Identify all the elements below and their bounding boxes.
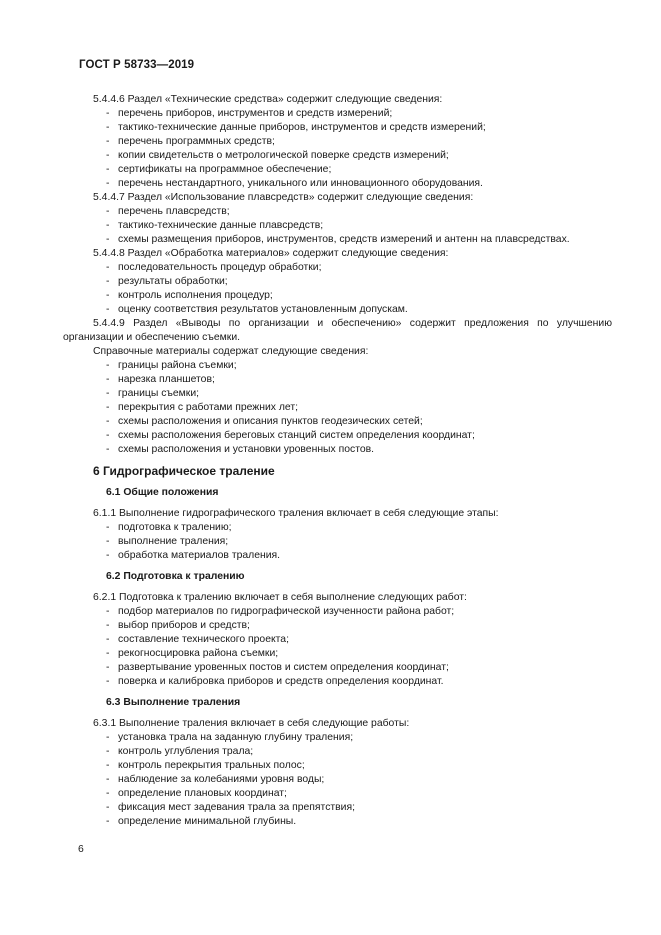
list-item [106,289,273,302]
list-item-text: подготовка к тралению; [118,522,232,533]
list-item [106,205,230,218]
list-dash: - [106,662,110,673]
list-dash: - [106,648,110,659]
list-dash: - [106,760,110,771]
list-item-text: схемы расположения и описания пунктов геодезических сетей; [118,416,423,427]
paragraph-line: 5.4.4.8 Раздел «Обработка материалов» содержит следующие сведения: [93,248,449,259]
list-item [106,801,355,814]
list-item-text: нарезка планшетов; [118,374,215,385]
list-dash: - [106,620,110,631]
list-dash: - [106,402,110,413]
list-item [106,429,475,442]
list-item [106,387,199,400]
list-item-text: перечень программных средств; [118,136,275,147]
paragraph-line: 6.2.1 Подготовка к тралению включает в себя выполнение следующих работ: [93,592,467,603]
list-dash: - [106,360,110,371]
list-item [106,745,253,758]
list-item [106,535,228,548]
list-dash: - [106,606,110,617]
list-item-text: развертывание уровенных постов и систем определения координат; [118,662,449,673]
list-item [106,815,296,828]
subsection-heading: 6.2 Подготовка к тралению [106,571,245,582]
list-item-text: тактико-технические данные плавсредств; [118,220,324,231]
list-dash: - [106,276,110,287]
list-item [106,303,408,316]
list-dash: - [106,108,110,119]
list-item [106,177,483,190]
paragraph-line: 6.1.1 Выполнение гидрографического траления включает в себя следующие этапы: [93,508,499,519]
list-item [106,731,353,744]
list-item [106,675,443,688]
list-item [106,521,232,534]
list-item-text: схемы расположения береговых станций систем определения координат; [118,430,475,441]
list-item [106,633,289,646]
list-dash: - [106,150,110,161]
subsection-heading: 6.1 Общие положения [106,487,219,498]
list-item-text: перечень нестандартного, уникального или инновационного оборудования. [118,178,483,189]
list-item [106,443,374,456]
list-item [106,415,423,428]
list-item-text: установка трала на заданную глубину траления; [118,732,354,743]
list-item-text: выполнение траления; [118,536,229,547]
paragraph-continuation: организации и обеспечению съемки. [63,332,241,343]
list-dash: - [106,136,110,147]
list-item [106,163,331,176]
list-item [106,647,278,660]
list-item [106,121,486,134]
list-item [106,787,287,800]
list-dash: - [106,444,110,455]
list-item [106,261,322,274]
list-item-text: составление технического проекта; [118,634,289,645]
list-dash: - [106,234,110,245]
list-item-text: схемы размещения приборов, инструментов, средств измерений и антенн на плавсредствах. [118,234,570,245]
list-item [106,233,570,246]
list-dash: - [106,416,110,427]
list-dash: - [106,788,110,799]
list-dash: - [106,550,110,561]
document-header: ГОСТ Р 58733—2019 [79,59,195,71]
list-dash: - [106,388,110,399]
list-item [106,107,392,120]
paragraph-line: 5.4.4.6 Раздел «Технические средства» содержит следующие сведения: [93,94,443,105]
list-dash: - [106,816,110,827]
list-item-text: поверка и калибровка приборов и средств определения координат. [118,676,444,687]
list-dash: - [106,206,110,217]
list-item-text: тактико-технические данные приборов, инструментов и средств измерений; [118,122,486,133]
list-item-text: обработка материалов траления. [118,550,281,561]
list-item-text: рекогносцировка района съемки; [118,648,279,659]
list-item [106,219,323,232]
list-item [106,135,275,148]
list-dash: - [106,732,110,743]
list-dash: - [106,374,110,385]
list-item [106,661,449,674]
list-item-text: оценку соответствия результатов установленным допускам. [118,304,408,315]
paragraph-line: 5.4.4.9 Раздел «Выводы по организации и обеспечению» содержит предложения по улучшению [93,318,612,329]
list-item-text: перечень плавсредств; [118,206,230,217]
list-dash: - [106,676,110,687]
list-item-text: фиксация мест задевания трала за препятствия; [118,802,355,813]
list-dash: - [106,164,110,175]
list-item-text: определение плановых координат; [118,788,287,799]
list-item-text: перекрытия с работами прежних лет; [118,402,299,413]
section-heading: 6 Гидрографическое траление [93,464,275,478]
list-item [106,401,298,414]
list-dash: - [106,304,110,315]
list-item [106,275,228,288]
list-dash: - [106,746,110,757]
list-dash: - [106,802,110,813]
list-item-text: контроль перекрытия тральных полос; [118,760,305,771]
list-item [106,605,454,618]
list-dash: - [106,262,110,273]
list-item-text: подбор материалов по гидрографической изученности района работ; [118,606,455,617]
list-item-text: выбор приборов и средств; [118,620,250,631]
list-item-text: схемы расположения и установки уровенных постов. [118,444,375,455]
list-item-text: контроль углубления трала; [118,746,254,757]
list-item-text: контроль исполнения процедур; [118,290,273,301]
list-item-text: копии свидетельств о метрологической поверке средств измерений; [118,150,449,161]
list-item [106,149,449,162]
list-item-text: сертификаты на программное обеспечение; [118,164,332,175]
page-number: 6 [78,844,84,855]
list-item [106,619,250,632]
list-item-text: наблюдение за колебаниями уровня воды; [118,774,325,785]
list-item [106,773,324,786]
list-item-text: перечень приборов, инструментов и средств измерений; [118,108,393,119]
list-item [106,359,237,372]
list-item-text: последовательность процедур обработки; [118,262,322,273]
list-item [106,549,280,562]
list-item [106,759,305,772]
list-dash: - [106,220,110,231]
list-dash: - [106,536,110,547]
subsection-heading: 6.3 Выполнение траления [106,697,241,708]
list-dash: - [106,522,110,533]
list-item-text: границы съемки; [118,388,200,399]
paragraph-line: Справочные материалы содержат следующие сведения: [93,346,369,357]
paragraph-line: 6.3.1 Выполнение траления включает в себя следующие работы: [93,718,410,729]
list-item [106,373,215,386]
list-dash: - [106,430,110,441]
list-item-text: определение минимальной глубины. [118,816,297,827]
list-dash: - [106,290,110,301]
list-item-text: границы района съемки; [118,360,237,371]
list-dash: - [106,122,110,133]
list-dash: - [106,774,110,785]
list-item-text: результаты обработки; [118,276,228,287]
list-dash: - [106,178,110,189]
list-dash: - [106,634,110,645]
paragraph-line: 5.4.4.7 Раздел «Использование плавсредств» содержит следующие сведения: [93,192,474,203]
